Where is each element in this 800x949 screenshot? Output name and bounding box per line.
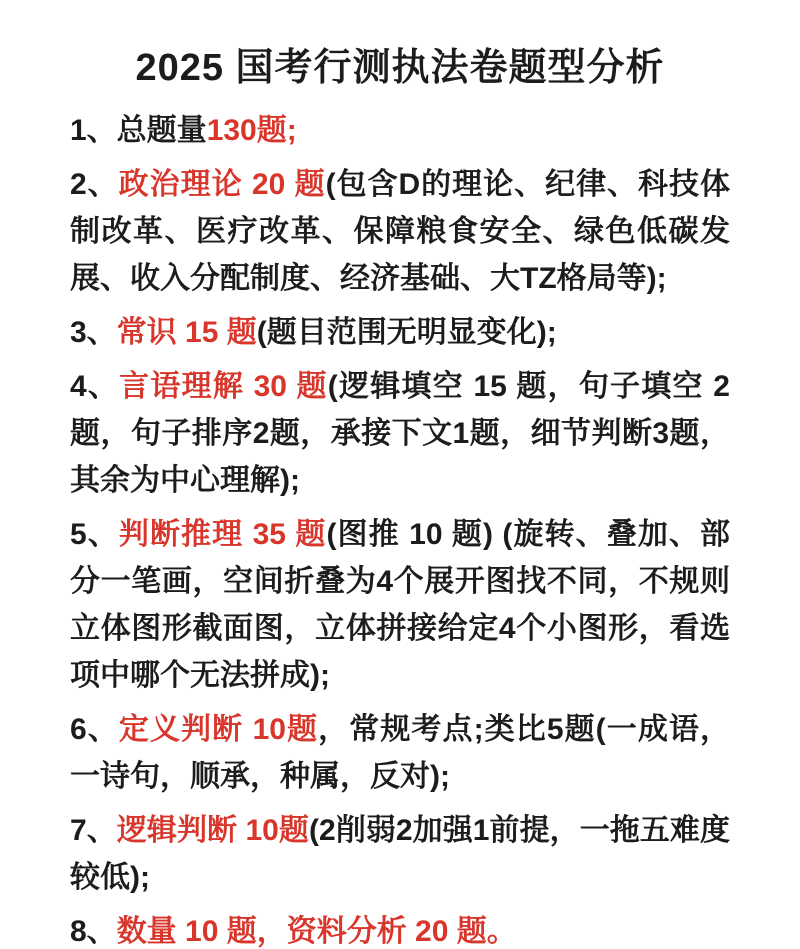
item-prefix-text: 1、总题量 <box>70 114 207 147</box>
item-prefix-text: 5、 <box>70 518 119 551</box>
item-highlight-text: 判断推理 35 题 <box>118 518 327 551</box>
exam-item-4 <box>70 363 730 504</box>
item-highlight-text: 常识 15 题 <box>116 316 257 349</box>
exam-item-7 <box>70 807 730 901</box>
item-rest-text: (题目范围无明显变化); <box>256 316 557 349</box>
page-title: 2025 国考行测执法卷题型分析 <box>135 47 665 89</box>
item-prefix-text: 8、 <box>70 915 117 948</box>
item-highlight-text: 定义判断 10题 <box>118 713 319 746</box>
exam-item-1 <box>70 107 730 154</box>
item-highlight-text: 言语理解 30 题 <box>119 370 328 403</box>
item-highlight-text: 政治理论 20 题 <box>118 168 326 201</box>
exam-item-2 <box>70 161 730 302</box>
exam-item-8 <box>70 908 730 949</box>
item-rest-text: ，常规考点;类比5题(一成语，一诗句，顺承，种属，反对); <box>70 713 730 793</box>
item-highlight-text: 130题; <box>206 114 297 147</box>
item-rest-text: (包含D的理论、纪律、科技体制改革、医疗改革、保障粮食安全、绿色低碳发展、收入分配制度、经济基础、大TZ格局等); <box>70 168 731 295</box>
exam-item-3 <box>70 309 730 356</box>
item-rest-text: (图推 10 题) (旋转、叠加、部分一笔画，空间折叠为4个展开图找不同，不规则立体图形截面图，立体拼接给定4个小图形，看选项中哪个无法拼成); <box>70 518 730 692</box>
item-prefix-text: 6、 <box>70 713 119 746</box>
item-rest-text: (2削弱2加强1前提，一拖五难度较低); <box>70 814 731 894</box>
item-prefix-text: 4、 <box>70 370 120 403</box>
item-highlight-text: 数量 10 题，资料分析 20 题。 <box>116 915 517 948</box>
item-rest-text: (逻辑填空 15 题，句子填空 2 题，句子排序2题，承接下文1题，细节判断3题，其余为中心理解); <box>70 370 730 497</box>
exam-item-6 <box>70 706 730 800</box>
item-highlight-text: 逻辑判断 10题 <box>116 814 310 847</box>
item-prefix-text: 7、 <box>70 814 117 847</box>
item-prefix-text: 3、 <box>70 316 117 349</box>
exam-item-5 <box>70 511 730 699</box>
item-prefix-text: 2、 <box>70 168 119 201</box>
